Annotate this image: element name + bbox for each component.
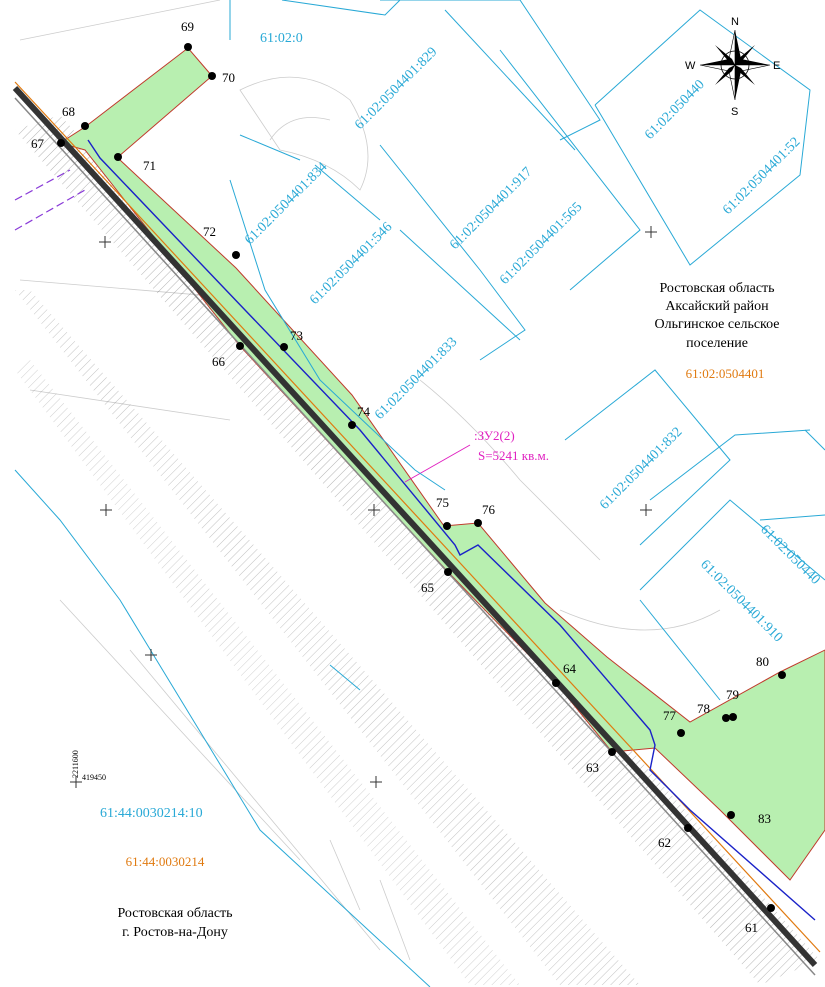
- label-69: 69: [181, 19, 194, 34]
- label-61: 61: [745, 920, 758, 935]
- cad-label-546: 61:02:0504401:546: [307, 219, 396, 308]
- label-62: 62: [658, 835, 671, 850]
- compass-w: W: [685, 60, 696, 72]
- point-83: [727, 811, 735, 819]
- point-70: [208, 72, 216, 80]
- region-left-line1: Ростовская область: [117, 906, 233, 921]
- point-72: [232, 251, 240, 259]
- point-67: [57, 139, 65, 147]
- compass-rose: [685, 16, 780, 118]
- point-66: [236, 342, 244, 350]
- label-70: 70: [222, 70, 235, 85]
- zu-name: :ЗУ2(2): [474, 428, 515, 443]
- label-80: 80: [756, 654, 769, 669]
- point-77: [677, 729, 685, 737]
- label-66: 66: [212, 354, 225, 369]
- cad-label-917: 61:02:0504401:917: [447, 164, 536, 253]
- label-68: 68: [62, 104, 75, 119]
- cad-label-0504400: 61:02:050440: [642, 77, 708, 143]
- point-63: [608, 748, 616, 756]
- compass-n: N: [731, 16, 739, 28]
- point-74: [348, 421, 356, 429]
- region-left: [117, 854, 232, 940]
- cad-label-834: 61:02:0504401:834: [242, 159, 331, 248]
- point-79: [729, 713, 737, 721]
- region-left-line2: г. Ростов-на-Дону: [122, 925, 228, 940]
- cad-label-left: 61:44:0030214:10: [100, 806, 203, 821]
- quarter-left: 61:44:0030214: [125, 854, 205, 869]
- point-65: [444, 568, 452, 576]
- grid-y-coord: 419450: [82, 773, 106, 782]
- label-76: 76: [482, 502, 495, 517]
- cad-label-52: 61:02:0504401:52: [720, 134, 804, 218]
- point-64: [552, 679, 560, 687]
- label-73: 73: [290, 328, 303, 343]
- cad-label-565: 61:02:0504401:565: [497, 199, 586, 288]
- point-73: [280, 343, 288, 351]
- compass-e: E: [773, 60, 781, 72]
- label-83: 83: [758, 811, 771, 826]
- point-76: [474, 519, 482, 527]
- cad-label-832: 61:02:0504401:832: [597, 424, 686, 513]
- label-65: 65: [421, 580, 434, 595]
- compass-s: S: [731, 106, 739, 118]
- point-80: [778, 671, 786, 679]
- quarter-right: 61:02:0504401: [685, 366, 765, 381]
- label-64: 64: [563, 661, 576, 676]
- label-77: 77: [663, 708, 676, 723]
- cadastral-labels: [100, 31, 823, 821]
- point-61: [767, 904, 775, 912]
- zu-leader-line: [405, 445, 470, 482]
- cad-label-829: 61:02:0504401:829: [352, 44, 441, 133]
- label-72: 72: [203, 224, 216, 239]
- region-right-line1: Ростовская область: [659, 281, 775, 296]
- label-71: 71: [143, 158, 156, 173]
- grid-x-coord: 2211600: [71, 750, 80, 778]
- cad-label-910: 61:02:0504401:910: [697, 557, 786, 646]
- region-right-line3: Ольгинское сельское: [654, 317, 780, 332]
- cad-label-050440-right: 61:02:050440: [757, 522, 823, 588]
- cad-label-833: 61:02:0504401:833: [372, 334, 461, 423]
- cad-label-0: 61:02:0: [260, 31, 303, 46]
- label-74: 74: [357, 404, 370, 419]
- zu-area: S=5241 кв.м.: [478, 448, 549, 463]
- region-right: [654, 281, 779, 381]
- point-62: [684, 824, 692, 832]
- point-68: [81, 122, 89, 130]
- point-78: [722, 714, 730, 722]
- region-right-line4: поселение: [686, 336, 748, 351]
- label-79: 79: [726, 687, 739, 702]
- point-69: [184, 43, 192, 51]
- region-right-line2: Аксайский район: [665, 299, 769, 314]
- label-75: 75: [436, 495, 449, 510]
- label-78: 78: [697, 701, 710, 716]
- label-67: 67: [31, 136, 44, 151]
- label-63: 63: [586, 760, 599, 775]
- point-71: [114, 153, 122, 161]
- point-75: [443, 522, 451, 530]
